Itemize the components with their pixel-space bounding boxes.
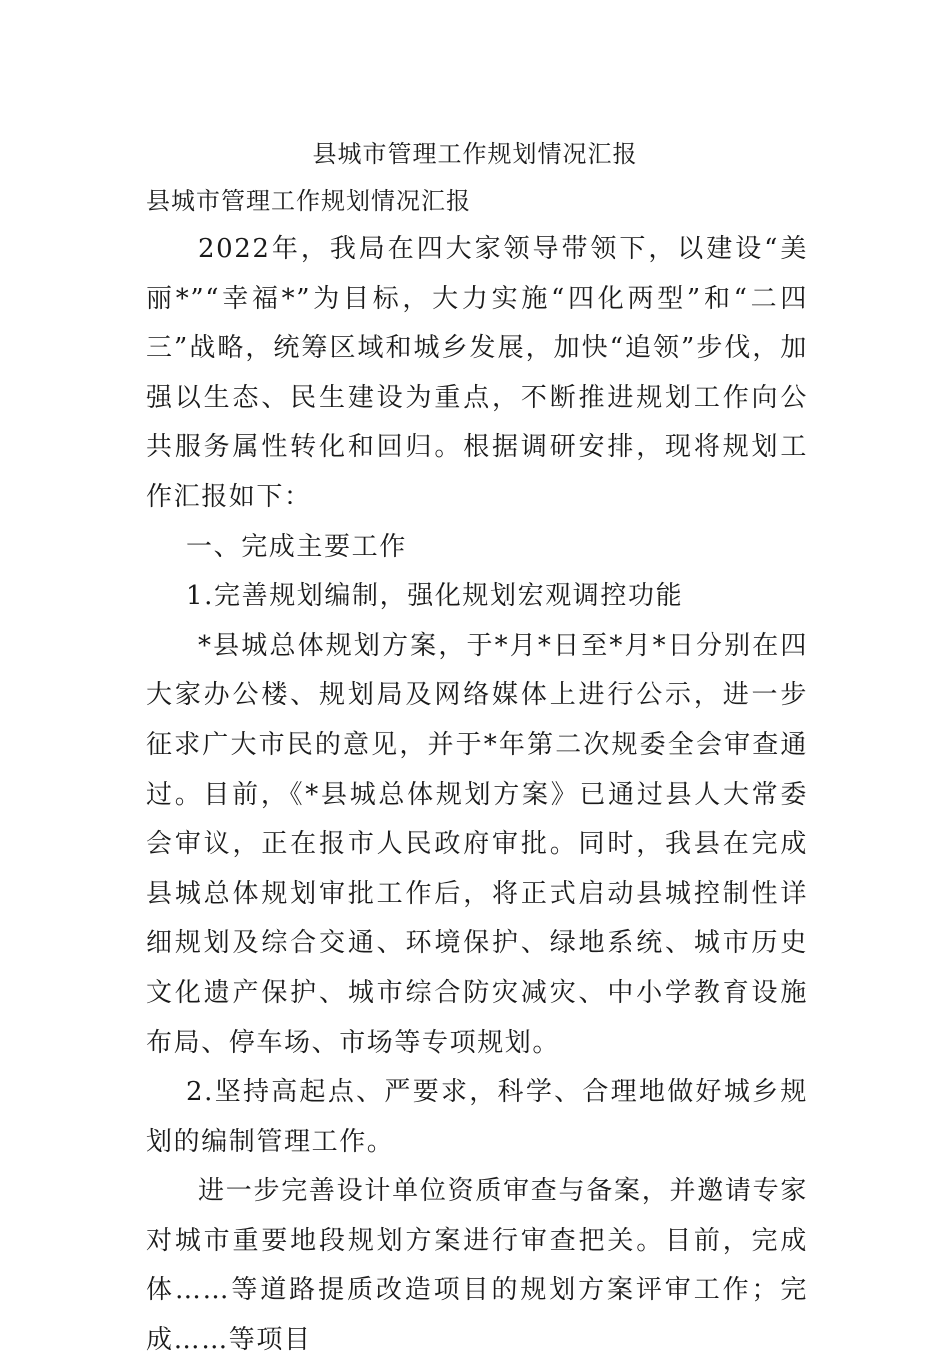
- section-heading: 一、完成主要工作: [186, 531, 407, 562]
- body-paragraph-2: 进一步完善设计单位资质审查与备案，并邀请专家对城市重要地段规划方案进行审查把关。目前，完成体……等道路提质改造项目的规划方案评审工作；完成……等项目: [146, 1176, 808, 1356]
- document-subtitle: 县城市管理工作规划情况汇报: [146, 187, 471, 215]
- subsection-heading-2: 2.坚持高起点、严要求，科学、合理地做好城乡规划的编制管理工作。: [146, 1077, 808, 1157]
- document-title: 县城市管理工作规划情况汇报: [312, 140, 638, 168]
- intro-paragraph: 2022年，我局在四大家领导带领下，以建设“美丽*”“幸福*”为目标，大力实施“四化两型”和“二四三”战略，统筹区域和城乡发展，加快“追领”步伐，加强以生态、民生建设为重点，不断推进规划工作向公共服务属性转化和回归。根据调研安排，现将规划工作汇报如下：: [146, 234, 808, 512]
- document-body: [146, 183, 808, 1366]
- subsection-heading-1: 1.完善规划编制，强化规划宏观调控功能: [186, 581, 684, 612]
- body-paragraph-1: *县城总体规划方案，于*月*日至*月*日分别在四大家办公楼、规划局及网络媒体上进行公示，进一步征求广大市民的意见，并于*年第二次规委全会审查通过。目前，《*县城总体规划方案》已通过县人大常委会审议，正在报市人民政府审批。同时，我县在完成县城总体规划审批工作后，将正式启动县城控制性详细规划及综合交通、环境保护、绿地系统、城市历史文化遗产保护、城市综合防灾减灾、中小学教育设施布局、停车场、市场等专项规划。: [146, 630, 808, 1058]
